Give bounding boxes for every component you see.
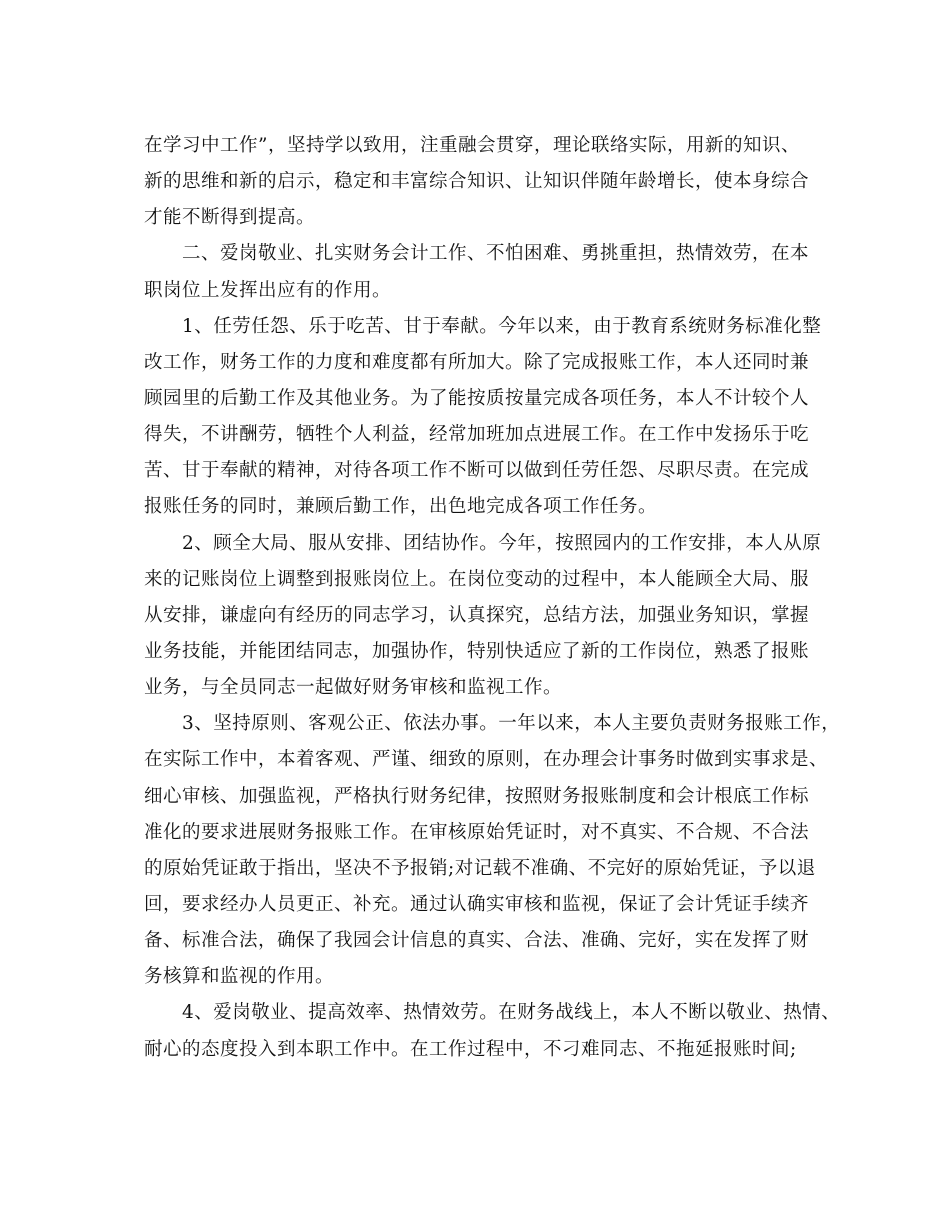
text-line: 回，要求经办人员更正、补充。通过认确实审核和监视，保证了会计凭证手续齐 [144,893,810,915]
text-line: 改工作，财务工作的力度和难度都有所加大。除了完成报账工作，本人还同时兼 [144,351,810,373]
text-line: 细心审核、加强监视，严格执行财务纪律，按照财务报账制度和会计根底工作标 [144,785,810,807]
text-line: 职岗位上发挥出应有的作用。 [144,279,392,301]
text-line: 的原始凭证敢于指出，坚决不予报销;对记载不准确、不完好的原始凭证，予以退 [144,857,816,879]
text-line: 在学习中工作”，坚持学以致用，注重融会贯穿，理论联络实际，用新的知识、 [144,135,800,156]
text-line: 报账任务的同时，兼顾后勤工作，出色地完成各项工作任务。 [144,496,658,518]
text-line: 顾园里的后勤工作及其他业务。为了能按质按量完成各项任务，本人不计较个人 [144,387,810,409]
text-line: 才能不断得到提高。 [144,207,316,229]
text-line: 4、爱岗敬业、提高效率、热情效劳。在财务战线上，本人不断以敬业、热情、 [144,1002,841,1024]
text-line: 业务，与全员同志一起做好财务审核和监视工作。 [144,677,563,699]
text-line: 2、顾全大局、服从安排、团结协作。今年，按照园内的工作安排，本人从原 [144,532,822,554]
text-line: 准化的要求进展财务报账工作。在审核原始凭证时，对不真实、不合规、不合法 [144,821,810,843]
text-line: 二、爱岗敬业、扎实财务会计工作、不怕困难、勇挑重担，热情效劳，在本 [144,243,810,265]
text-line: 耐心的态度投入到本职工作中。在工作过程中，不刁难同志、不拖延报账时间; [144,1038,797,1060]
text-line: 1、任劳任怨、乐于吃苦、甘于奉献。今年以来，由于教育系统财务标准化整 [144,315,822,337]
text-line: 苦、甘于奉献的精神，对待各项工作不断可以做到任劳任怨、尽职尽责。在完成 [144,460,810,482]
text-line: 3、坚持原则、客观公正、依法办事。一年以来，本人主要负责财务报账工作， [144,713,841,735]
text-line: 新的思维和新的启示，稳定和丰富综合知识、让知识伴随年龄增长，使本身综合 [144,171,810,193]
document-page [144,128,841,1068]
text-line: 得失，不讲酬劳，牺牲个人利益，经常加班加点进展工作。在工作中发扬乐于吃 [144,424,810,446]
text-line: 业务技能，并能团结同志，加强协作，特别快适应了新的工作岗位，熟悉了报账 [144,640,810,662]
text-line: 从安排，谦虚向有经历的同志学习，认真探究，总结方法，加强业务知识，掌握 [144,604,810,626]
text-line: 来的记账岗位上调整到报账岗位上。在岗位变动的过程中，本人能顾全大局、服 [144,568,810,590]
text-line: 在实际工作中，本着客观、严谨、细致的原则，在办理会计事务时做到实事求是、 [144,749,829,771]
text-line: 务核算和监视的作用。 [144,966,335,988]
text-line: 备、标准合法，确保了我园会计信息的真实、合法、准确、完好，实在发挥了财 [144,930,810,952]
